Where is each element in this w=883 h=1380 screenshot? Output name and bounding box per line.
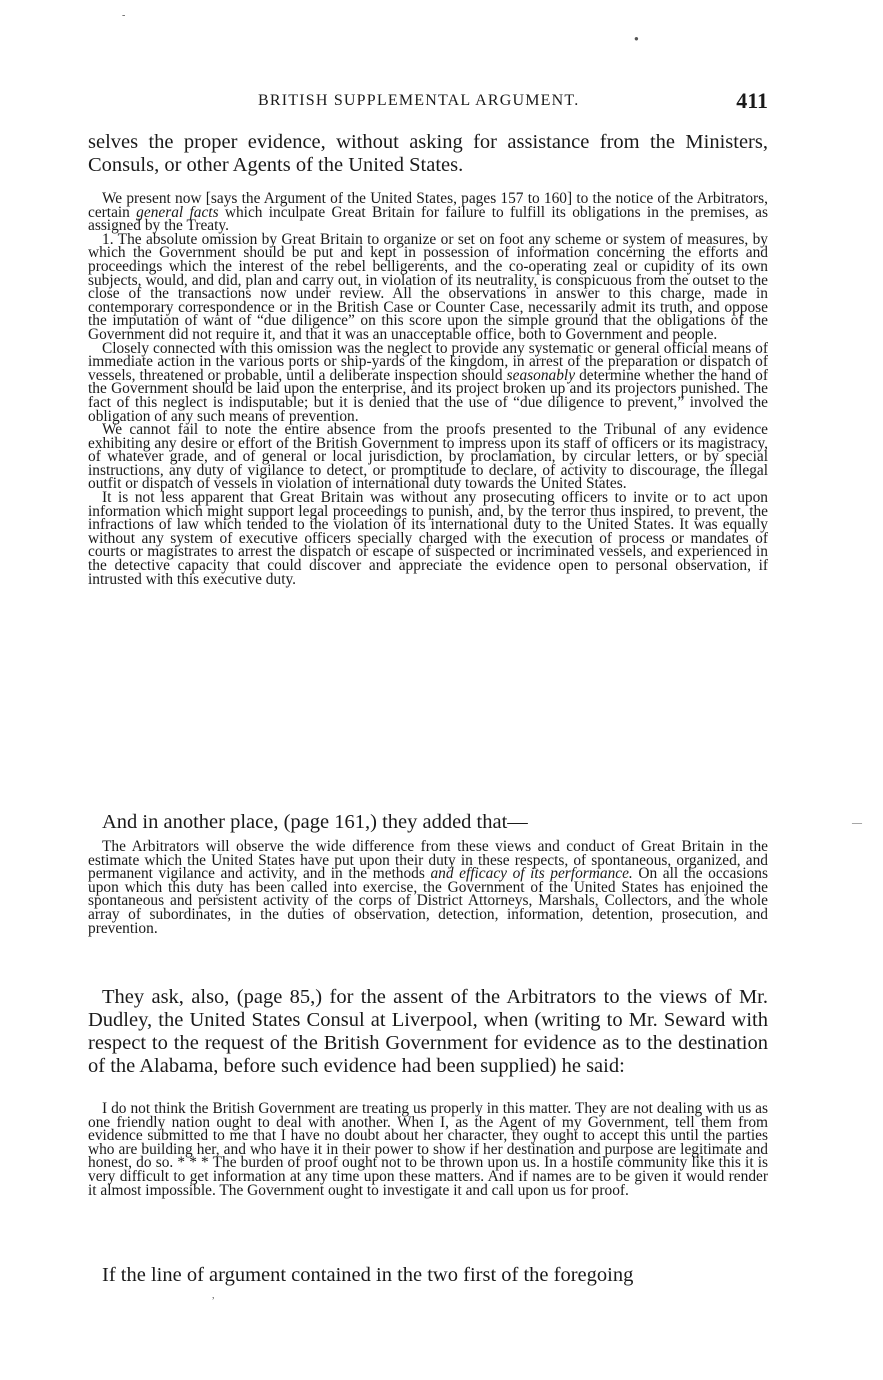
quote-paragraph-text: Closely connected with this omission was the neglect to provide any systematic or general official means of immediate action in the various ports or ship-yards of the kingdom, in arrest of the preparation or dispatch of vessels, threatened or probable, until a deliberate inspection should [88, 339, 768, 384]
quote-paragraph-emphasis: seasonably [506, 366, 576, 384]
quote-intro-text: We present now [says the Argument of the United States, pages 157 to 160] to the notice of the Arbitrators, certain [88, 190, 768, 221]
quote-paragraph: I do not think the British Government are treating us properly in this matter. They are not dealing with us as one friendly nation ought to deal with another. When I, as the Agent of my Government, tell them from evidence submitted to me that I have no doubt about her character, they ought to accept this until the parties who are building her, and who have it in their power to show if her destination and purpose are legitimate and honest, do so. * * * The burden of proof ought not to be thrown upon us. In a hostile community like this it is very difficult to get information at any time upon these matters. And if names are to be given it would render it almost impossible. The Government ought to investigate it and call upon us for proof. [88, 1100, 768, 1199]
quote-paragraph [88, 840, 768, 935]
scan-speck: - [122, 10, 126, 21]
quote-paragraph: We cannot fail to note the entire absence from the proofs presented to the Tribunal of any evidence exhibiting any desire or effort of the British Government to impress upon its staff of officers or its magistracy, of whatever grade, and of general or local jurisdiction, by proclamation, by circular letters, or by special instructions, any duty of vigilance to detect, or promptitude to declare, of activity to discourage, the illegal outfit or dispatch of vessels in violation of international duty towards the United States. [88, 421, 768, 493]
transition-paragraph: And in another place, (page 161,) they added that— [102, 811, 528, 833]
quote-paragraph [88, 339, 768, 425]
opening-paragraph: selves the proper evidence, without asking for assistance from the Ministers, Consuls, or other Agents of the United States. [88, 131, 768, 176]
closing-fragment-block [88, 1264, 768, 1287]
scan-speck: , [212, 1290, 215, 1301]
page-number: 411 [736, 88, 768, 113]
scan-speck: — [852, 818, 862, 829]
opening-paragraph-block [88, 131, 768, 177]
scan-speck: ● [634, 34, 639, 43]
transition-one-block [88, 811, 768, 834]
running-head [88, 88, 768, 118]
quote-intro-text: which inculpate Great Britain for failure to fulfill its obligations in the premises, as assigned by the Treaty. [88, 203, 768, 235]
quote-paragraph-emphasis: and efficacy of its performance. [430, 865, 633, 883]
closing-fragment: If the line of argument contained in the two first of the foregoing [102, 1264, 634, 1286]
running-title: BRITISH SUPPLEMENTAL ARGUMENT. [258, 92, 580, 109]
quote-paragraph: 1. The absolute omission by Great Britain to organize or set on foot any scheme or system of measures, by which the Government should be put and kept in possession of information concerning the efforts and proceedings which the interest of the rebel belligerents, and the co-operating zeal or cupidity of its own subjects, would, and did, plan and carry out, in violation of its neutrality, is conspicuous from the outset to the close of the transactions now under review. All the observations in answer to this charge, made in contemporary correspondence or in the British Case or Counter Case, necessarily admit its truth, and oppose the imputation of want of “due diligence” on this score upon the simple ground that the obligations of the Government did not require it, and that it was an unacceptable office, both to Government and people. [88, 230, 768, 343]
quote-paragraph-text: The Arbitrators will observe the wide difference from these views and conduct of Great Britain in the estimate which the United States have put upon their duty in these respects, of spontaneous, organized, and permanent vigilance and activity, and in the methods [88, 838, 768, 883]
quote-paragraph-text: determine whether the hand of the Government should be laid upon the enterprise, and its project broken up and its projectors punished. The fact of this neglect is indisputable; but it is denied that the use of “due diligence to prevent,” involved the obligation of any such means of prevention. [88, 366, 768, 425]
quote-paragraph: It is not less apparent that Great Britain was without any prosecuting officers to invite or to act upon information which might support legal proceedings to punish, and, by the terror thus inspired, to prevent, the infractions of law which tended to the violation of its international duty to the United States. It was equally without any system of executive officers specially charged with the execution of process or mandates of courts or magistrates to arrest the dispatch or escape of suspected or incriminated vessels, and experienced in the detective capacity that could discover and appreciate the evidence open to personal observation, if intrusted with this executive duty. [88, 489, 768, 588]
quote-intro-emphasis: general facts [136, 203, 219, 221]
block-quote-dudley-letter [88, 1102, 768, 1197]
quote-paragraph-text: On all the occasions upon which this duty has been called into exercise, the Government of the United States has enjoined the spontaneous and persistent activity of the corps of District Attorneys, Marshals, Collectors, and the whole array of subordinates, in the duties of observation, detection, information, detention, prosecution, and prevention. [88, 865, 768, 937]
transition-paragraph: They ask, also, (page 85,) for the assent of the Arbitrators to the views of Mr. Dudley, the United States Consul at Liverpool, when (writing to Mr. Seward with respect to the request of the British Government for evidence as to the destination of the Alabama, before such evidence had been supplied) he said: [88, 986, 768, 1077]
block-quote-us-methods [88, 840, 768, 935]
block-quote-argument-facts [88, 192, 768, 586]
quote-intro [88, 192, 768, 233]
transition-two-block [88, 986, 768, 1078]
